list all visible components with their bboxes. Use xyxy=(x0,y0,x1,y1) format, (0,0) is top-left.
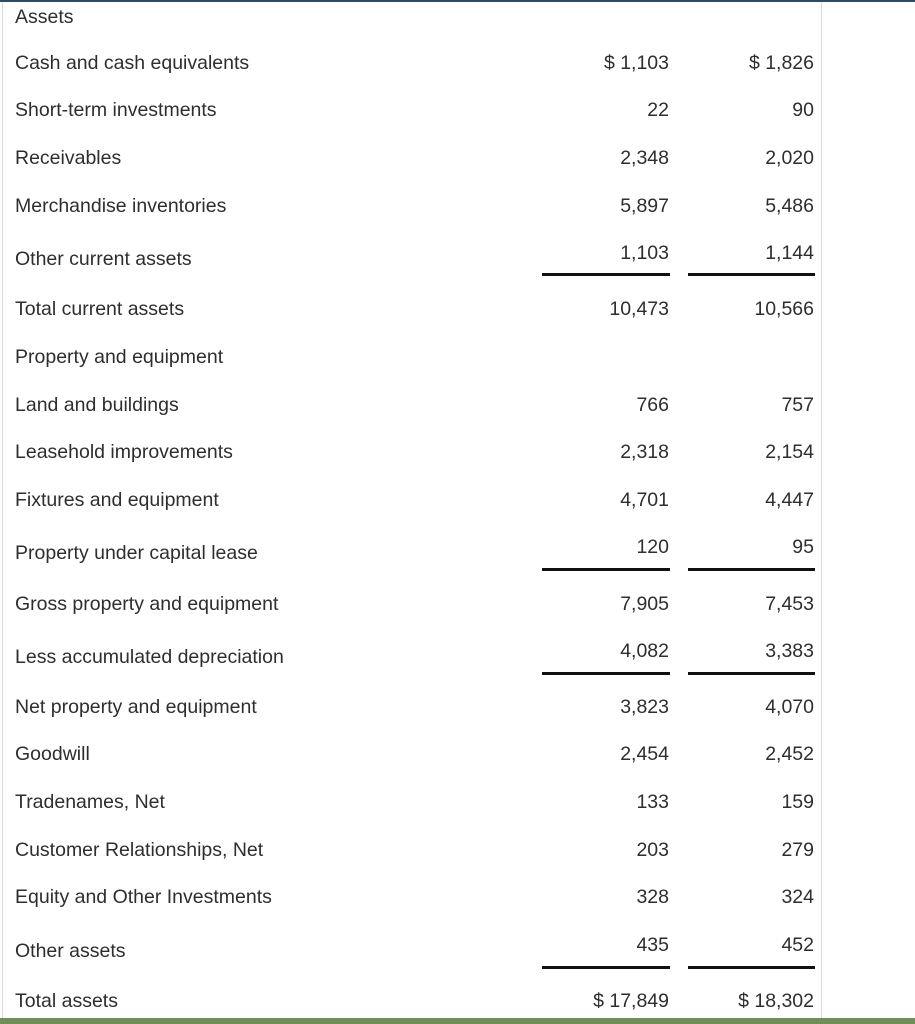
value-current-year: 22 xyxy=(647,99,669,121)
table-row xyxy=(3,791,821,821)
row-label: Equity and Other Investments xyxy=(15,886,272,908)
value-prior-year: 4,070 xyxy=(765,696,814,718)
row-label: Less accumulated depreciation xyxy=(15,646,284,668)
table-row xyxy=(3,242,821,272)
value-prior-year: 10,566 xyxy=(754,298,814,320)
value-prior-year: $ 18,302 xyxy=(738,990,814,1012)
subtotal-rule xyxy=(542,568,670,571)
row-label: Land and buildings xyxy=(15,394,179,416)
subtotal-rule xyxy=(688,568,815,571)
table-row xyxy=(3,886,821,916)
value-prior-year: 95 xyxy=(792,536,814,558)
subtotal-rule xyxy=(542,672,670,675)
value-current-year: 120 xyxy=(636,536,669,558)
row-label: Property under capital lease xyxy=(15,542,258,564)
value-prior-year: 757 xyxy=(781,394,814,416)
row-label: Short-term investments xyxy=(15,99,217,121)
row-label: Merchandise inventories xyxy=(15,195,227,217)
value-prior-year: 324 xyxy=(781,886,814,908)
value-current-year: 3,823 xyxy=(620,696,669,718)
table-row xyxy=(3,346,821,376)
value-current-year: 4,082 xyxy=(620,640,669,662)
value-prior-year: 2,452 xyxy=(765,743,814,765)
value-current-year: 133 xyxy=(636,791,669,813)
value-prior-year: 2,154 xyxy=(765,441,814,463)
balance-sheet-panel xyxy=(2,2,822,1018)
table-row xyxy=(3,593,821,623)
value-current-year: 435 xyxy=(636,934,669,956)
value-current-year: 4,701 xyxy=(620,489,669,511)
row-label: Fixtures and equipment xyxy=(15,489,219,511)
row-label: Goodwill xyxy=(15,743,90,765)
bottom-bar xyxy=(0,1018,915,1024)
row-label: Leasehold improvements xyxy=(15,441,233,463)
value-current-year: $ 1,103 xyxy=(603,52,669,74)
row-label: Net property and equipment xyxy=(15,696,257,718)
row-label: Gross property and equipment xyxy=(15,593,279,615)
row-label: Receivables xyxy=(15,147,122,169)
table-row xyxy=(3,536,821,566)
table-row xyxy=(3,147,821,177)
value-prior-year: 279 xyxy=(781,839,814,861)
value-current-year: 2,454 xyxy=(620,743,669,765)
section-header-row xyxy=(3,6,821,36)
value-current-year: 2,318 xyxy=(620,441,669,463)
subtotal-rule xyxy=(688,672,815,675)
section-header: Assets xyxy=(15,6,74,28)
value-current-year: 203 xyxy=(636,839,669,861)
table-row xyxy=(3,839,821,869)
table-row-total xyxy=(3,990,821,1020)
value-prior-year: 90 xyxy=(792,99,814,121)
value-prior-year: 3,383 xyxy=(765,640,814,662)
value-current-year: 2,348 xyxy=(620,147,669,169)
value-current-year: 1,103 xyxy=(620,242,669,264)
value-current-year: 766 xyxy=(636,394,669,416)
row-label: Total current assets xyxy=(15,298,185,320)
value-prior-year: 452 xyxy=(781,934,814,956)
table-row xyxy=(3,195,821,225)
value-current-year: 7,905 xyxy=(620,593,669,615)
subtotal-rule xyxy=(542,966,670,969)
subtotal-rule xyxy=(688,966,815,969)
row-label: Property and equipment xyxy=(15,346,224,368)
value-prior-year: 7,453 xyxy=(765,593,814,615)
subtotal-rule xyxy=(688,273,815,276)
table-row xyxy=(3,489,821,519)
row-label: Tradenames, Net xyxy=(15,791,165,813)
value-prior-year: 4,447 xyxy=(765,489,814,511)
row-label: Customer Relationships, Net xyxy=(15,839,264,861)
value-prior-year: 2,020 xyxy=(765,147,814,169)
table-row xyxy=(3,298,821,328)
table-row xyxy=(3,934,821,964)
value-prior-year: 5,486 xyxy=(765,195,814,217)
row-label: Other assets xyxy=(15,940,126,962)
value-current-year: 5,897 xyxy=(620,195,669,217)
value-prior-year: 159 xyxy=(781,791,814,813)
table-row xyxy=(3,696,821,726)
table-row xyxy=(3,441,821,471)
value-current-year: 10,473 xyxy=(609,298,669,320)
row-label: Total assets xyxy=(15,990,118,1012)
table-row xyxy=(3,99,821,129)
value-current-year: 328 xyxy=(636,886,669,908)
value-prior-year: $ 1,826 xyxy=(748,52,814,74)
table-row xyxy=(3,394,821,424)
subtotal-rule xyxy=(542,273,670,276)
table-row xyxy=(3,743,821,773)
table-row xyxy=(3,640,821,670)
table-row xyxy=(3,52,821,82)
value-current-year: $ 17,849 xyxy=(593,990,669,1012)
row-label: Other current assets xyxy=(15,248,192,270)
row-label: Cash and cash equivalents xyxy=(15,52,250,74)
value-prior-year: 1,144 xyxy=(765,242,814,264)
